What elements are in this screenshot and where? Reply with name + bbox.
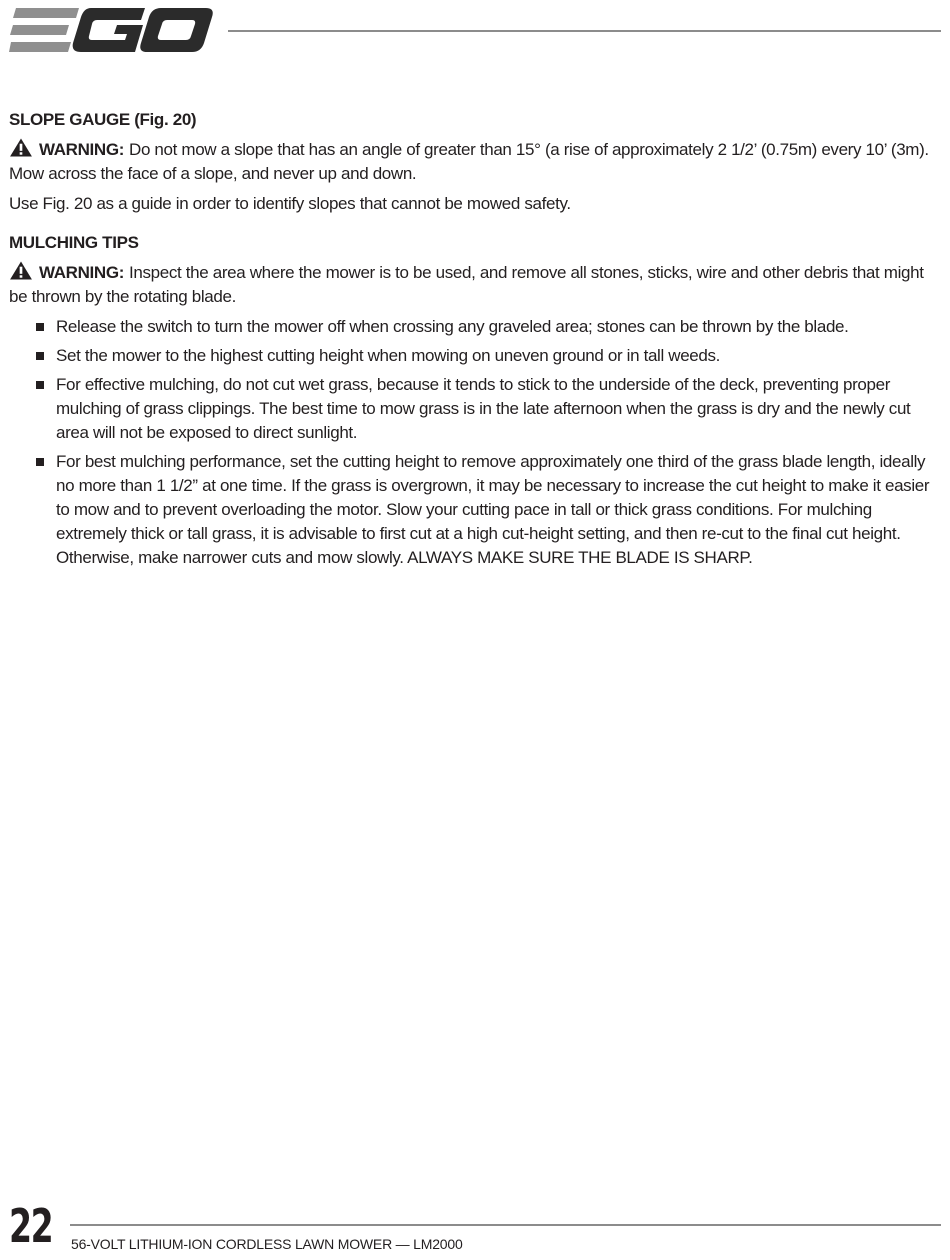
warning-label: WARNING: [39, 263, 125, 282]
warning-text: Do not mow a slope that has an angle of greater than 15° (a rise of approximately 2 1/2’ (0.75m) every 10’ (3m). Mow across the face of a slope, and never up and down. [9, 140, 929, 183]
section-heading-slope-gauge: SLOPE GAUGE (Fig. 20) [9, 110, 197, 129]
page-content [9, 108, 943, 575]
list-item [9, 450, 943, 570]
list-item-text: For effective mulching, do not cut wet grass, because it tends to stick to the underside of the deck, preventing proper mulching of grass clippings. The best time to mow grass is in the late afternoon when the grass is dry and the newly cut area will not be exposed to direct sunlight. [56, 375, 911, 442]
body-paragraph: Use Fig. 20 as a guide in order to identify slopes that cannot be mowed safety. [9, 194, 571, 213]
page-number: 22 [9, 1199, 53, 1253]
list-item [9, 373, 943, 445]
square-bullet-icon [36, 381, 44, 389]
list-item-text: Set the mower to the highest cutting height when mowing on uneven ground or in tall weeds. [56, 346, 721, 365]
list-item-text: For best mulching performance, set the cutting height to remove approximately one third of the grass blade length, ideally no more than 1 1/2” at one time. If the grass is overgrown, it may be necessary to increase the cut height to make it easier to mow and to prevent overloading the motor. Slow your cutting pace in tall or thick grass conditions. For mulching extremely thick or tall grass, it is advisable to first cut at a high cut-height setting, and then re-cut to the final cut height. Otherwise, make narrower cuts and mow slowly. ALWAYS MAKE SURE THE BLADE IS SHARP. [56, 452, 930, 567]
list-item [9, 344, 943, 368]
square-bullet-icon [36, 458, 44, 466]
square-bullet-icon [36, 352, 44, 360]
list-item-text: Release the switch to turn the mower off when crossing any graveled area; stones can be thrown by the blade. [56, 317, 849, 336]
page-header [0, 0, 950, 60]
footer-divider [70, 1224, 941, 1226]
warning-triangle-icon [9, 261, 33, 280]
mulching-tips-list [9, 315, 943, 570]
ego-logo-icon [9, 8, 213, 54]
section-spacer [9, 222, 943, 231]
warning-text: Inspect the area where the mower is to be used, and remove all stones, sticks, wire and other debris that might be thrown by the rotating blade. [9, 263, 924, 306]
square-bullet-icon [36, 323, 44, 331]
warning-paragraph [9, 261, 943, 309]
section-heading-mulching-tips: MULCHING TIPS [9, 233, 139, 252]
list-item [9, 315, 943, 339]
warning-label: WARNING: [39, 140, 125, 159]
header-divider [228, 30, 941, 32]
warning-triangle-icon [9, 138, 33, 157]
footer-product-title: 56-VOLT LITHIUM-ION CORDLESS LAWN MOWER — LM2000 [71, 1236, 463, 1252]
ego-logo [9, 8, 213, 54]
warning-paragraph [9, 138, 943, 186]
